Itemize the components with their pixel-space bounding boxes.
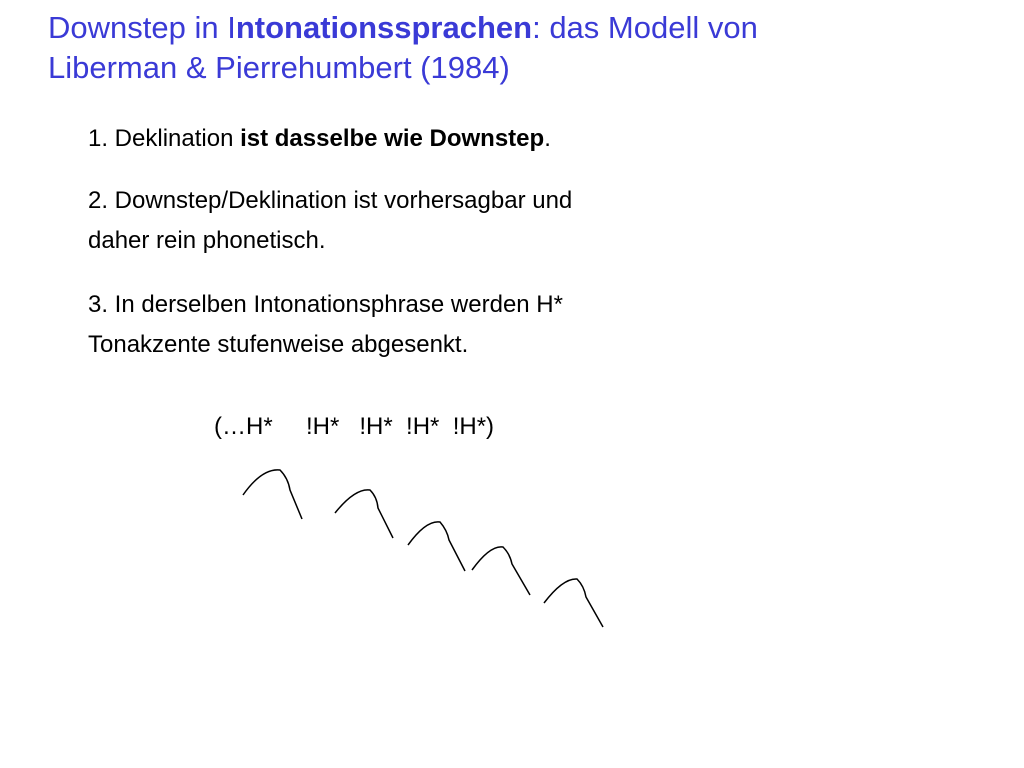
pitch-peak-2: [335, 490, 393, 538]
item-1-suffix: .: [544, 125, 551, 152]
pitch-peak-1: [243, 470, 302, 519]
title-part-1: Downstep in I: [48, 10, 236, 45]
pitch-peak-4: [472, 547, 530, 595]
item-1-prefix: 1. Deklination: [88, 125, 241, 152]
bullet-item-3: [88, 285, 563, 365]
title-line-2: Liberman & Pierrehumbert (1984): [48, 50, 510, 85]
item-3-line-2: Tonakzente stufenweise abgesenkt.: [88, 331, 469, 358]
item-3-line-1: 3. In derselben Intonationsphrase werden H*: [88, 291, 563, 318]
bullet-item-2: [88, 181, 572, 261]
pitch-peak-3: [408, 522, 465, 571]
item-2-line-2: daher rein phonetisch.: [88, 227, 326, 254]
pitch-peak-5: [544, 579, 603, 627]
slide-title: [48, 8, 948, 88]
bullet-item-1: [88, 119, 551, 159]
item-1-bold: ist dasselbe wie Downstep: [240, 125, 545, 152]
tone-sequence: (…H* !H* !H* !H* !H*): [214, 413, 495, 440]
item-2-line-1: 2. Downstep/Deklination ist vorhersagbar und: [88, 187, 573, 214]
title-part-3: : das Modell von: [532, 10, 758, 45]
title-part-2-bold: ntonationssprachen: [235, 10, 533, 45]
